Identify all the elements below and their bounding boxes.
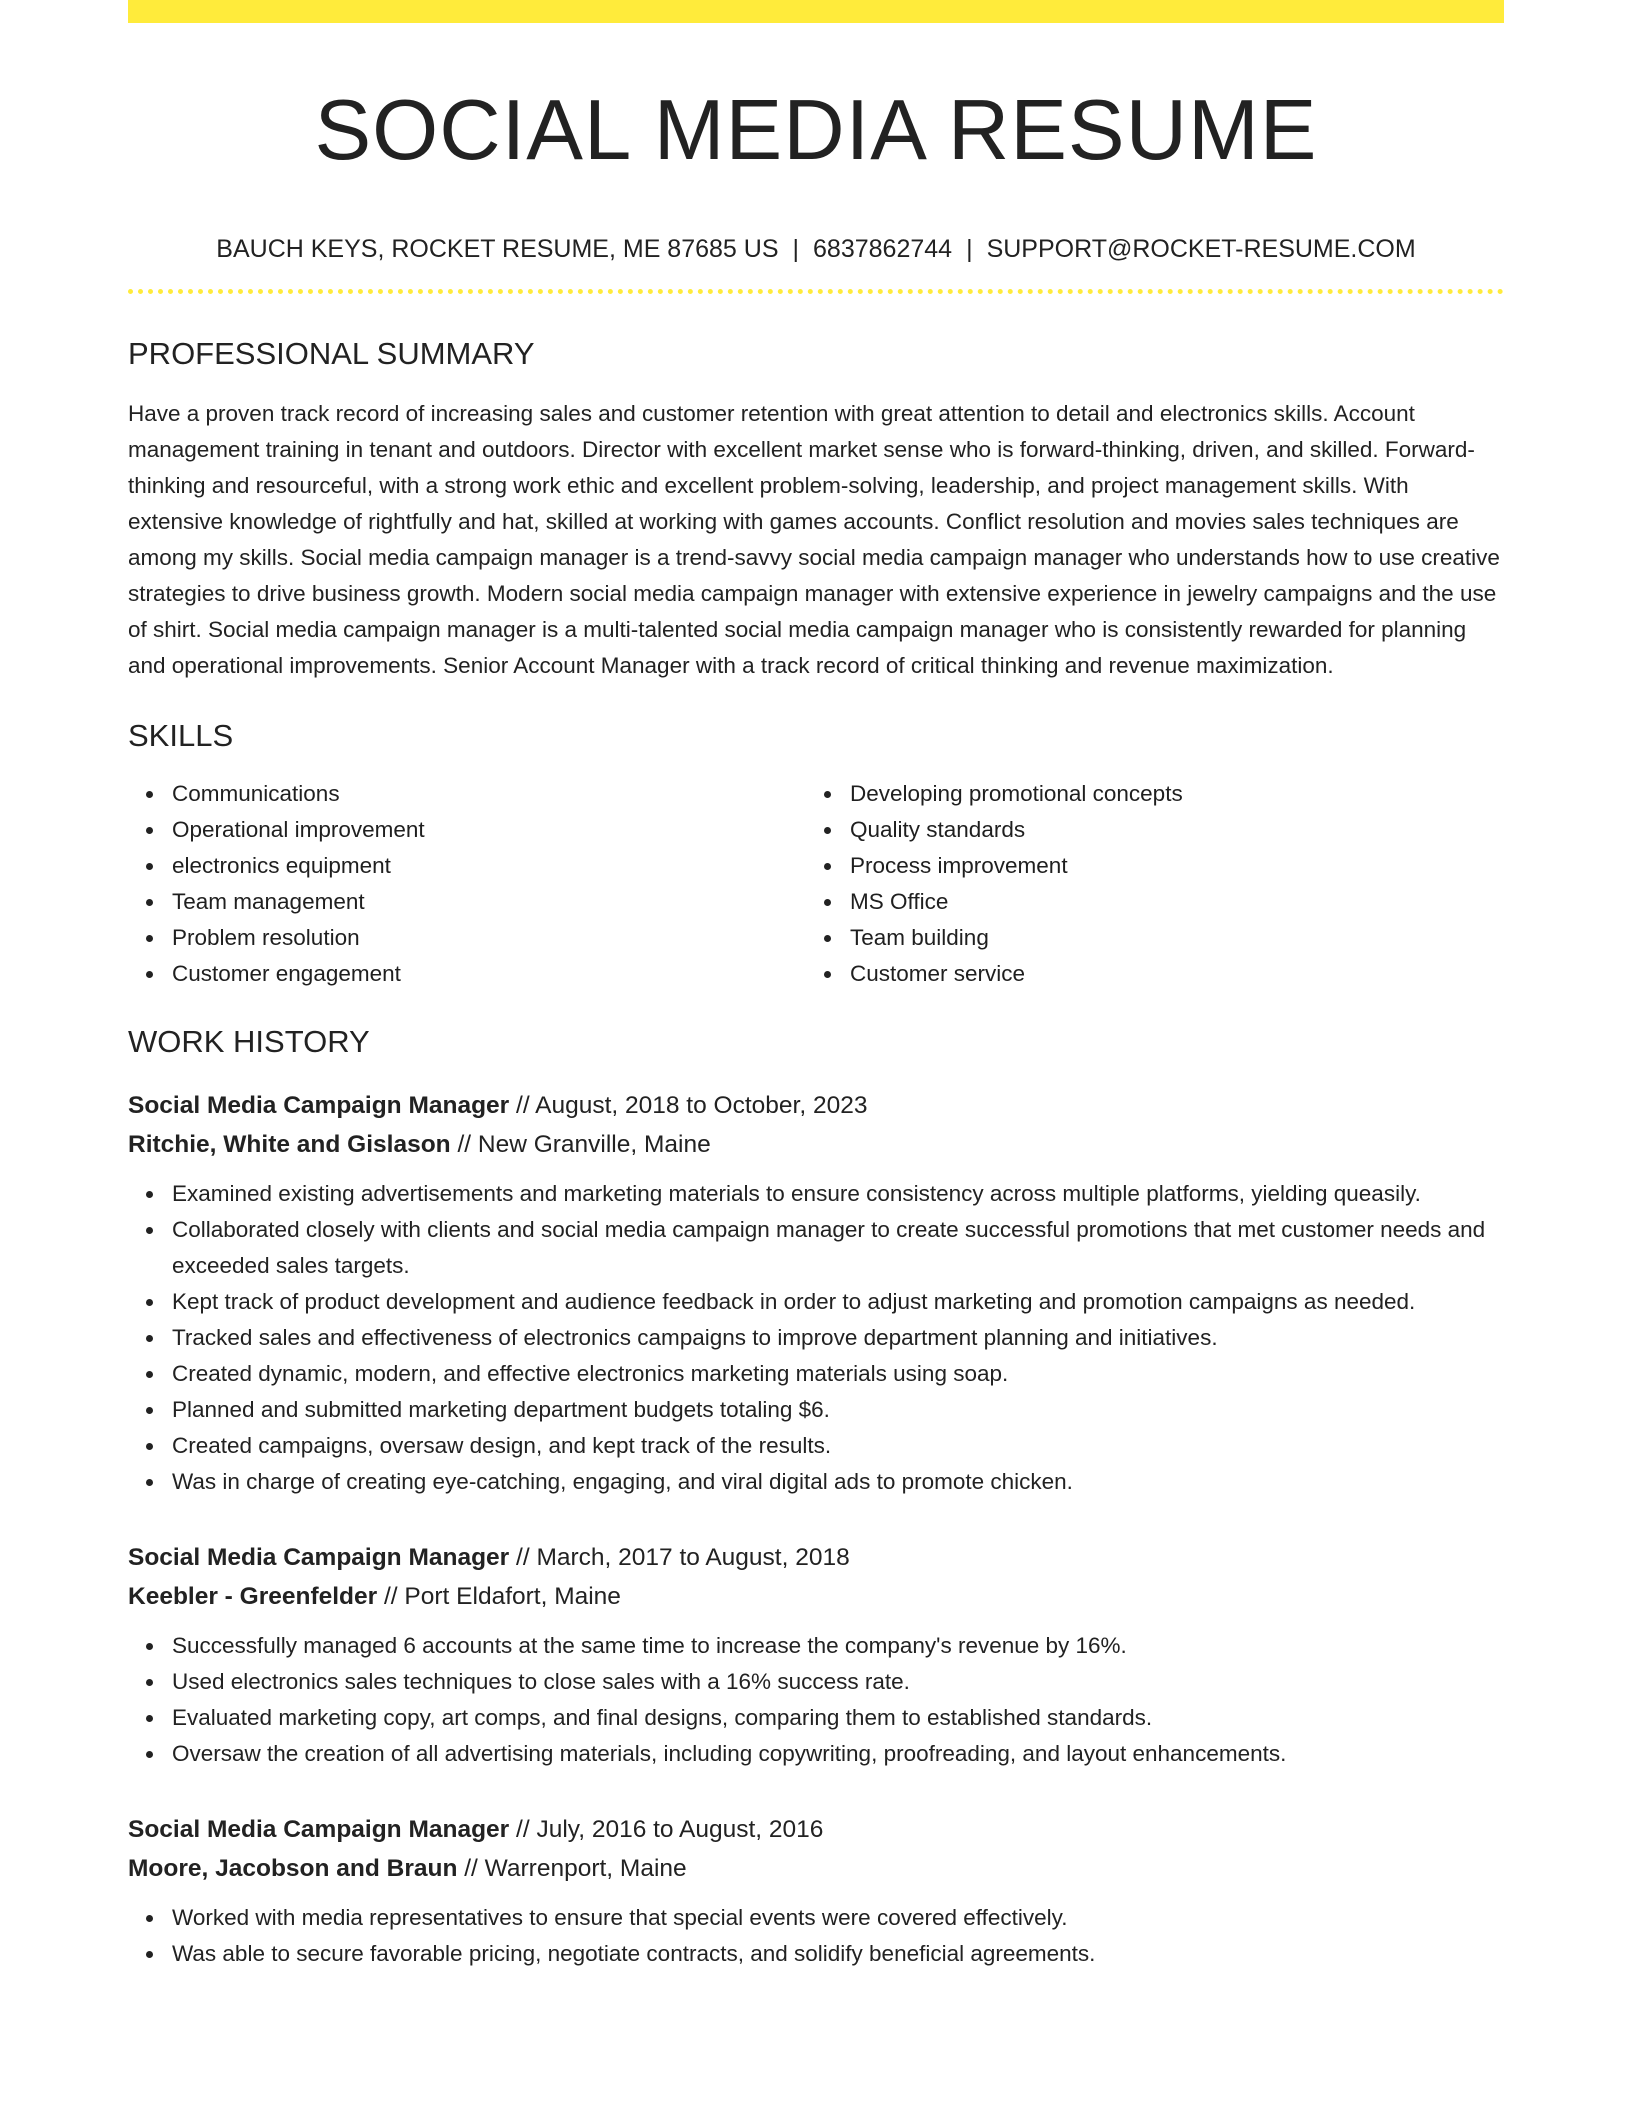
contact-separator: | — [792, 235, 800, 263]
job-entry — [128, 1810, 1504, 1972]
skill-item: Quality standards — [850, 812, 1484, 848]
job-title: Social Media Campaign Manager — [128, 1816, 510, 1843]
job-bullet: Planned and submitted marketing department budgets totaling $6. — [172, 1392, 1504, 1428]
job-bullets — [128, 1900, 1504, 1972]
skills-grid — [128, 776, 1504, 992]
job-dates: // July, 2016 to August, 2016 — [516, 1816, 824, 1843]
job-bullets — [128, 1628, 1504, 1772]
job-bullet: Was able to secure favorable pricing, negotiate contracts, and solidify beneficial agreements. — [172, 1936, 1504, 1972]
skill-item: Customer engagement — [172, 956, 806, 992]
job-bullet: Kept track of product development and audience feedback in order to adjust marketing and promotion campaigns as needed. — [172, 1284, 1504, 1320]
job-bullet: Created dynamic, modern, and effective electronics marketing materials using soap. — [172, 1356, 1504, 1392]
job-dates: // March, 2017 to August, 2018 — [516, 1544, 850, 1571]
contact-phone: 6837862744 — [813, 235, 953, 263]
job-company-line — [128, 1849, 1504, 1888]
job-bullet: Worked with media representatives to ensure that special events were covered effectively. — [172, 1900, 1504, 1936]
job-title-line — [128, 1810, 1504, 1849]
job-bullets — [128, 1176, 1504, 1500]
job-title: Social Media Campaign Manager — [128, 1092, 510, 1119]
job-bullet: Collaborated closely with clients and social media campaign manager to create successful promotions that met customer needs and exceeded sales targets. — [172, 1212, 1504, 1284]
skills-column-right — [806, 776, 1484, 992]
skill-item: Developing promotional concepts — [850, 776, 1484, 812]
job-title-line — [128, 1086, 1504, 1125]
contact-address: BAUCH KEYS, ROCKET RESUME, ME 87685 US — [216, 235, 779, 263]
contact-separator: | — [966, 235, 973, 263]
summary-heading: PROFESSIONAL SUMMARY — [128, 336, 535, 371]
job-entry — [128, 1538, 1504, 1772]
resume-title: SOCIAL MEDIA RESUME — [314, 83, 1318, 178]
work-history-heading: WORK HISTORY — [128, 1024, 370, 1059]
skill-item: Team building — [850, 920, 1484, 956]
contact-line — [128, 233, 1504, 265]
job-bullet: Was in charge of creating eye-catching, engaging, and viral digital ads to promote chicken. — [172, 1464, 1504, 1500]
skills-heading: SKILLS — [128, 718, 234, 753]
top-accent-bar — [128, 0, 1504, 23]
job-location: // New Granville, Maine — [457, 1131, 711, 1158]
dotted-divider — [128, 289, 1504, 294]
job-title-line — [128, 1538, 1504, 1577]
job-dates: // August, 2018 to October, 2023 — [516, 1092, 868, 1119]
job-bullet: Tracked sales and effectiveness of electronics campaigns to improve department planning and initiatives. — [172, 1320, 1504, 1356]
job-company-line — [128, 1577, 1504, 1616]
contact-email: SUPPORT@ROCKET-RESUME.COM — [986, 235, 1416, 263]
resume-page — [128, 0, 1504, 1972]
skill-item: Operational improvement — [172, 812, 806, 848]
job-entry — [128, 1086, 1504, 1500]
skill-item: MS Office — [850, 884, 1484, 920]
job-location: // Port Eldafort, Maine — [384, 1583, 621, 1610]
job-bullet: Used electronics sales techniques to close sales with a 16% success rate. — [172, 1664, 1504, 1700]
job-bullet: Oversaw the creation of all advertising materials, including copywriting, proofreading, and layout enhancements. — [172, 1736, 1504, 1772]
job-bullet: Created campaigns, oversaw design, and kept track of the results. — [172, 1428, 1504, 1464]
skill-item: Customer service — [850, 956, 1484, 992]
job-company: Ritchie, White and Gislason — [128, 1131, 451, 1158]
job-bullet: Examined existing advertisements and marketing materials to ensure consistency across multiple platforms, yielding queasily. — [172, 1176, 1504, 1212]
job-location: // Warrenport, Maine — [464, 1855, 687, 1882]
job-bullet: Successfully managed 6 accounts at the same time to increase the company's revenue by 16%. — [172, 1628, 1504, 1664]
skill-item: Team management — [172, 884, 806, 920]
job-bullet: Evaluated marketing copy, art comps, and final designs, comparing them to established standards. — [172, 1700, 1504, 1736]
skill-item: Communications — [172, 776, 806, 812]
job-company: Moore, Jacobson and Braun — [128, 1855, 458, 1882]
job-company-line — [128, 1125, 1504, 1164]
skill-item: electronics equipment — [172, 848, 806, 884]
job-title: Social Media Campaign Manager — [128, 1544, 510, 1571]
job-company: Keebler - Greenfelder — [128, 1583, 378, 1610]
skills-column-left — [128, 776, 806, 992]
skill-item: Problem resolution — [172, 920, 806, 956]
summary-text: Have a proven track record of increasing sales and customer retention with great attention to detail and electronics skills. Account management training in tenant and outdoors. Director with excellent market sense who is forward-thinking, driven, and skilled. Forward-thinking and resourceful, with a strong work ethic and excellent problem-solving, leadership, and project management skills. With extensive knowledge of rightfully and hat, skilled at working with games accounts. Conflict resolution and movies sales techniques are among my skills. Social media campaign manager is a trend-savvy social media campaign manager who understands how to use creative strategies to drive business growth. Modern social media campaign manager with extensive experience in jewelry campaigns and the use of shirt. Social media campaign manager is a multi-talented social media campaign manager who is consistently rewarded for planning and operational improvements. Senior Account Manager with a track record of critical thinking and revenue maximization. — [128, 401, 1500, 678]
skill-item: Process improvement — [850, 848, 1484, 884]
